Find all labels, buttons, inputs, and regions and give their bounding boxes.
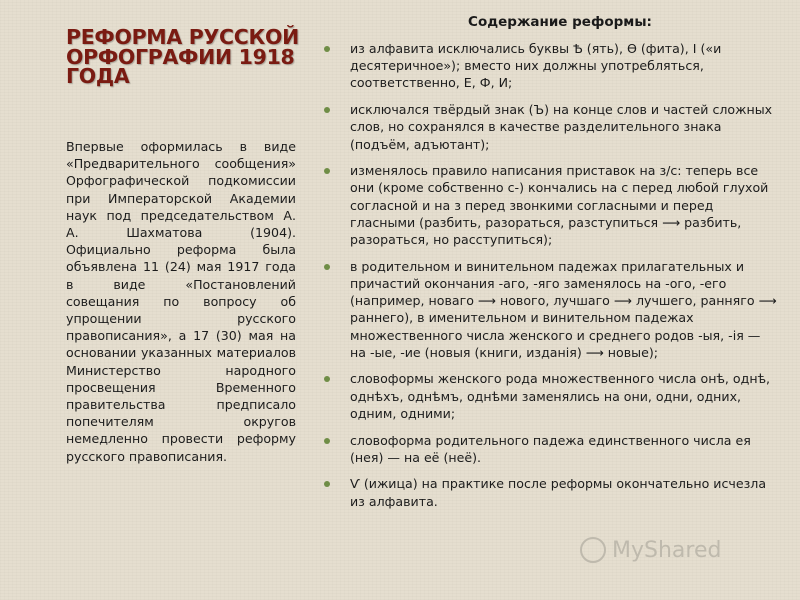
bullet-icon	[324, 481, 330, 487]
watermark	[580, 530, 721, 570]
list-item	[320, 258, 780, 361]
reform-contents	[320, 14, 780, 519]
bullet-icon	[324, 264, 330, 270]
watermark-logo-icon	[580, 537, 606, 563]
list-item-text: Ѵ (ижица) на практике после реформы окончательно исчезла из алфавита.	[350, 476, 767, 509]
bullet-icon	[324, 376, 330, 382]
list-item	[320, 370, 780, 422]
list-item-text: изменялось правило написания приставок на з/с: теперь все они (кроме собственно с-) кончались на с перед любой глухой согласной и на з перед звонкими согласными и перед гласными (разбить, разораться, разступиться ⟶ разбить, разораться, но расступиться);	[350, 163, 769, 248]
contents-heading: Содержание реформы:	[468, 14, 652, 30]
list-item	[320, 101, 780, 153]
list-item	[320, 162, 780, 248]
list-item	[320, 40, 780, 92]
list-item-text: в родительном и винительном падежах прилагательных и причастий окончания -аго, -яго заменялось на -ого, -его (например, новаго ⟶ нового, лучшаго ⟶ лучшего, ранняго ⟶ раннего), в именительном и винительном падежах множественного числа женского и среднего родов -ыя, -ія — на -ые, -ие (новыя (книги, изданія) ⟶ новые);	[350, 258, 777, 360]
list-item-text: исключался твёрдый знак (Ъ) на конце слов и частей сложных слов, но сохранялся в качестве разделительного знака (подъём, адъютант);	[350, 102, 773, 152]
bullet-icon	[324, 107, 330, 113]
watermark-text: MyShared	[612, 537, 722, 563]
bullet-icon	[324, 46, 330, 52]
reform-list	[320, 40, 780, 510]
list-item-text: словоформа родительного падежа единственного числа ея (нея) — на её (неё).	[350, 432, 751, 465]
list-item-text: из алфавита исключались буквы Ѣ (ять), Ѳ (фита), І («и десятеричное»); вместо них должны употребляться, соответственно, Е, Ф, И;	[350, 41, 722, 91]
list-item	[320, 475, 780, 509]
bullet-icon	[324, 168, 330, 174]
bullet-icon	[324, 438, 330, 444]
list-item-text: словоформы женского рода множественного числа онѣ, однѣ, однѣхъ, однѣмъ, однѣми заменялись на они, одни, одних, одним, одними;	[350, 371, 771, 421]
slide-title: РЕФОРМА РУССКОЙ ОРФОГРАФИИ 1918 ГОДА	[66, 25, 299, 88]
intro-paragraph: Впервые оформилась в виде «Предварительного сообщения» Орфографической подкомиссии при Императорской Академии наук под председательством А. А. Шахматова (1904). Официально реформа была объявлена 11 (24) мая 1917 года в виде «Постановлений совещания по вопросу об упрощении русского правописания», а 17 (30) мая на основании указанных материалов Министерство народного просвещения Временного правительства предписало попечителям округов немедленно провести реформу русского правописания.	[66, 139, 296, 464]
list-item	[320, 432, 780, 466]
